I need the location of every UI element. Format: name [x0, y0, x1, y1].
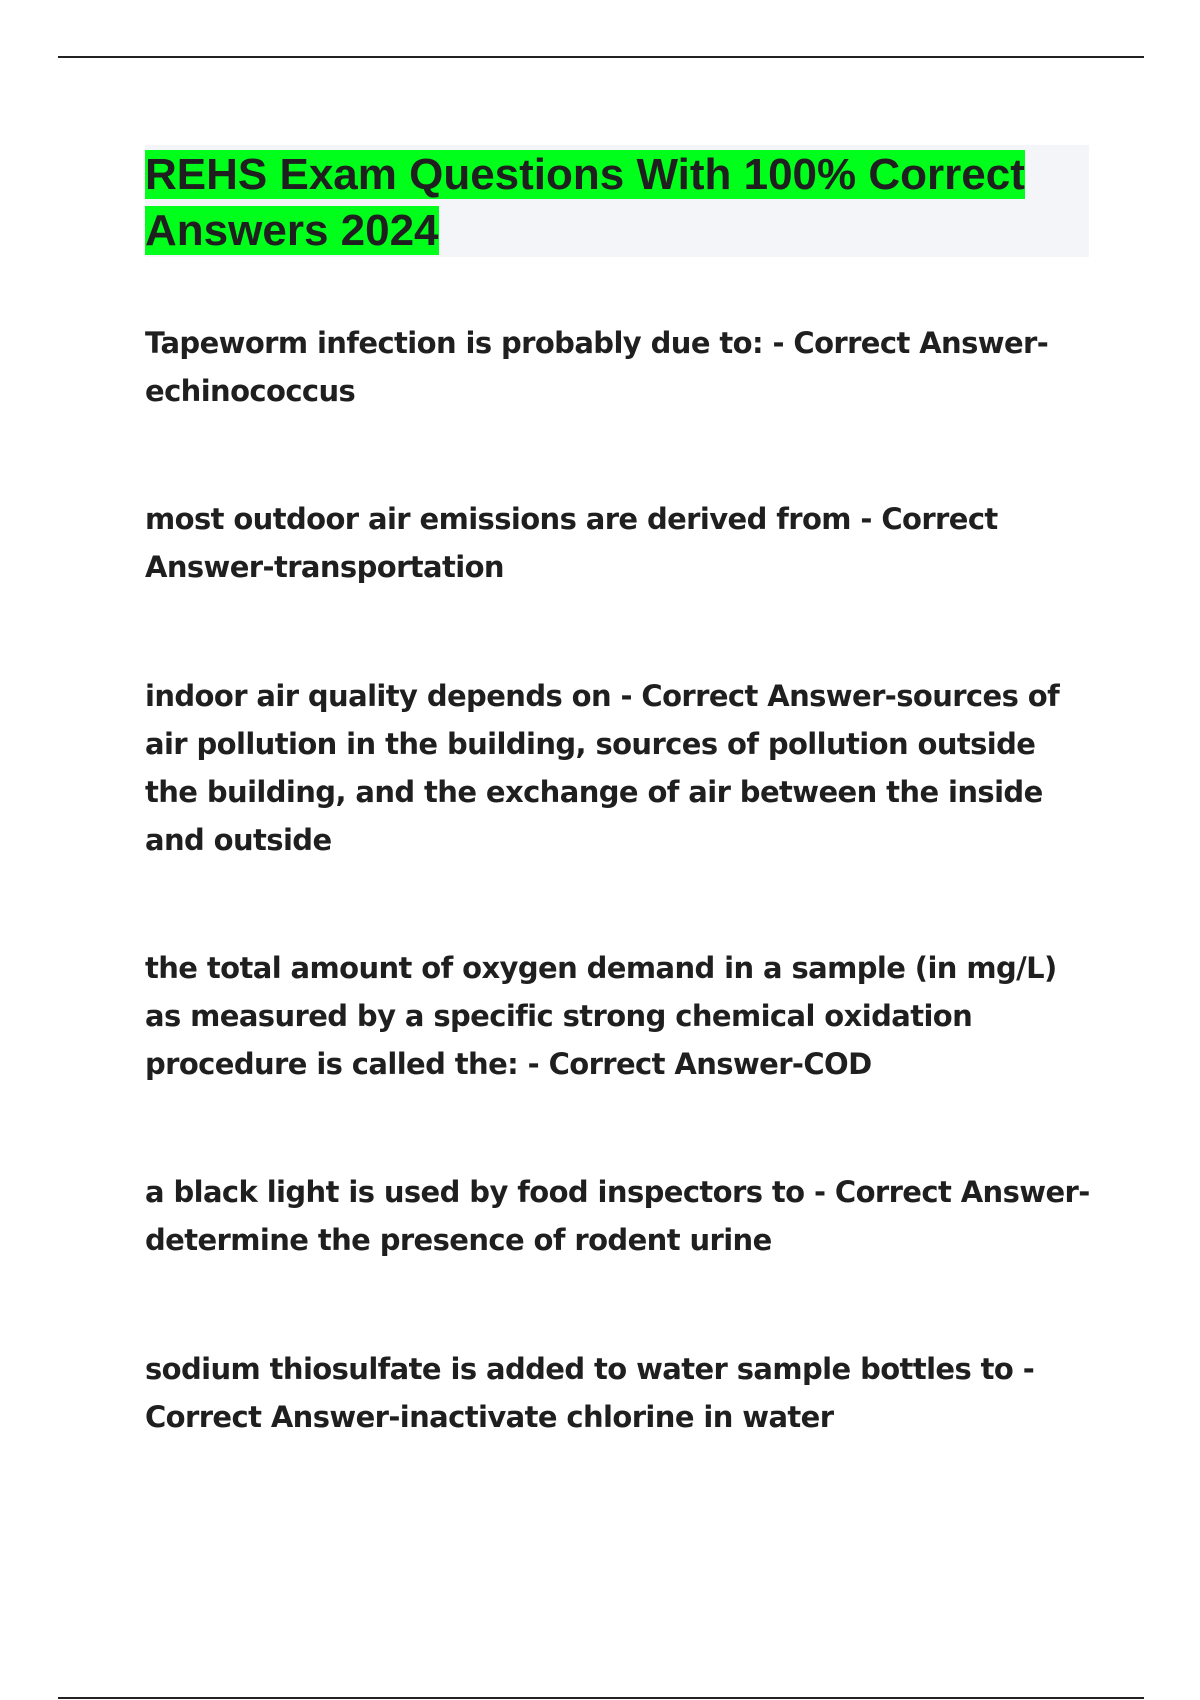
qa-item-3: indoor air quality depends on - Correct Answer-sources of air pollution in the building, sources of pollution outside the building, and the exchange of air between the inside and outside [145, 679, 1060, 857]
qa-item-2: most outdoor air emissions are derived from - Correct Answer-transportation [145, 502, 998, 584]
qa-item-4: the total amount of oxygen demand in a sample (in mg/L) as measured by a specific strong chemical oxidation procedure is called the: - Correct Answer-COD [145, 951, 1057, 1081]
header-rule [58, 56, 1144, 58]
qa-item-5: a black light is used by food inspectors to - Correct Answer-determine the presence of rodent urine [145, 1175, 1090, 1257]
title-highlight: REHS Exam Questions With 100% Correct Answers 2024 [145, 150, 1025, 255]
footer-rule [58, 1697, 1144, 1699]
page-title [145, 147, 1089, 259]
qa-item-6: sodium thiosulfate is added to water sample bottles to - Correct Answer-inactivate chlorine in water [145, 1352, 1035, 1434]
qa-item-1: Tapeworm infection is probably due to: - Correct Answer-echinococcus [145, 326, 1049, 408]
